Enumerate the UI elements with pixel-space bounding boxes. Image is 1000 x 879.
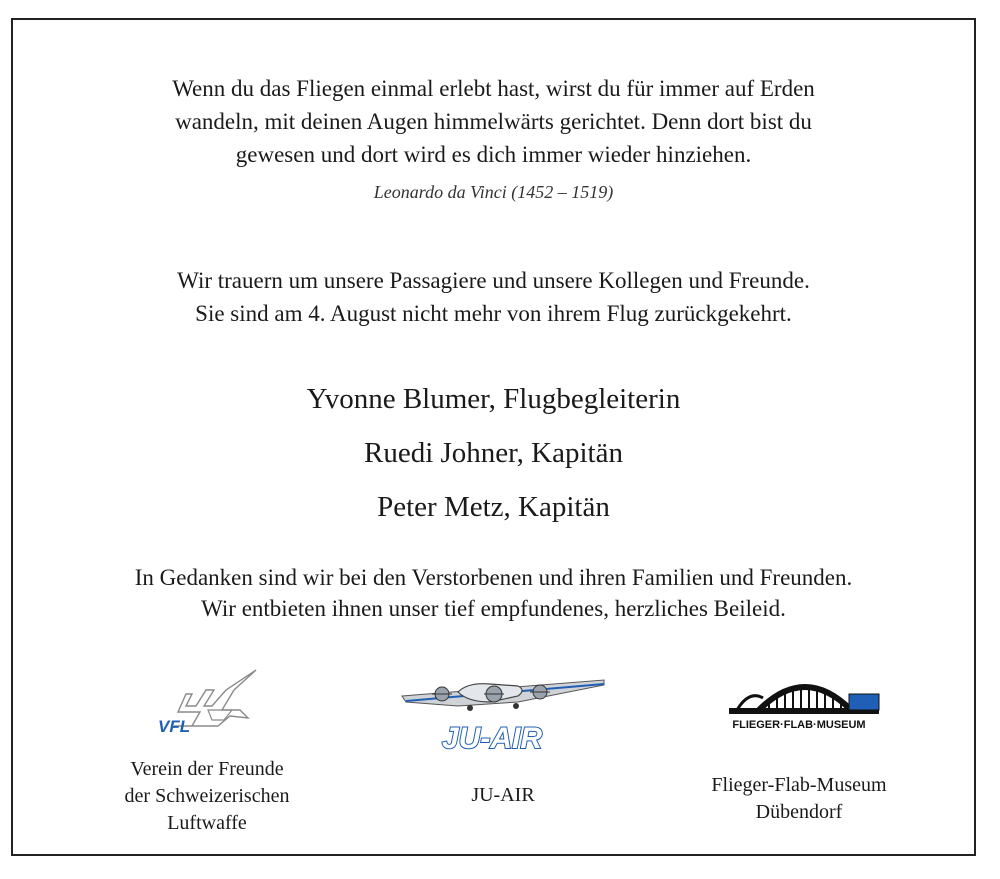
mourning-line: Sie sind am 4. August nicht mehr von ihrem Flug zurückgekehrt. <box>195 301 792 326</box>
vfl-logo-group <box>97 668 317 837</box>
vfl-logo-text: VFL <box>158 717 191 736</box>
quote-line: wandeln, mit deinen Augen himmelwärts gerichtet. Denn dort bist du <box>175 109 812 134</box>
museum-caption-line: Dübendorf <box>755 801 843 823</box>
names-list <box>13 372 974 534</box>
juair-logo-group <box>393 672 613 809</box>
museum-logo-group <box>689 670 909 826</box>
vfl-caption <box>97 756 317 837</box>
quote-line: gewesen und dort wird es dich immer wieder hinziehen. <box>235 142 752 167</box>
juair-caption <box>393 782 613 809</box>
quote-author: Leonardo da Vinci (1452 – 1519) <box>373 182 614 202</box>
juair-logo-icon <box>398 672 608 756</box>
mourning-text <box>13 264 974 330</box>
museum-logo-text: FLIEGER·FLAB·MUSEUM <box>732 719 866 731</box>
museum-caption <box>689 772 909 826</box>
vfl-caption-line: der Schweizerischen <box>124 785 290 807</box>
juair-caption-line: JU-AIR <box>471 784 535 806</box>
card-frame <box>11 18 976 856</box>
name-item: Ruedi Johner, Kapitän <box>364 437 623 469</box>
quote-line: Wenn du das Fliegen einmal erlebt hast, wirst du für immer auf Erden <box>172 76 815 101</box>
museum-caption-line: Flieger-Flab-Museum <box>711 774 887 796</box>
condolence-line: Wir entbieten ihnen unser tief empfundenes, herzliches Beileid. <box>201 596 786 621</box>
name-item: Peter Metz, Kapitän <box>377 491 610 523</box>
museum-logo-icon <box>709 670 889 732</box>
vfl-caption-line: Luftwaffe <box>167 812 247 834</box>
condolence-text <box>13 562 974 624</box>
juair-logo-text: JU-AIR <box>442 722 543 755</box>
condolence-line: In Gedanken sind wir bei den Verstorbenen und ihren Familien und Freunden. <box>134 565 853 590</box>
name-item: Yvonne Blumer, Flugbegleiterin <box>306 383 681 415</box>
vfl-logo-icon <box>152 668 262 738</box>
vfl-caption-line: Verein der Freunde <box>130 758 284 780</box>
quote <box>13 72 974 171</box>
mourning-line: Wir trauern um unsere Passagiere und unsere Kollegen und Freunde. <box>177 268 810 293</box>
